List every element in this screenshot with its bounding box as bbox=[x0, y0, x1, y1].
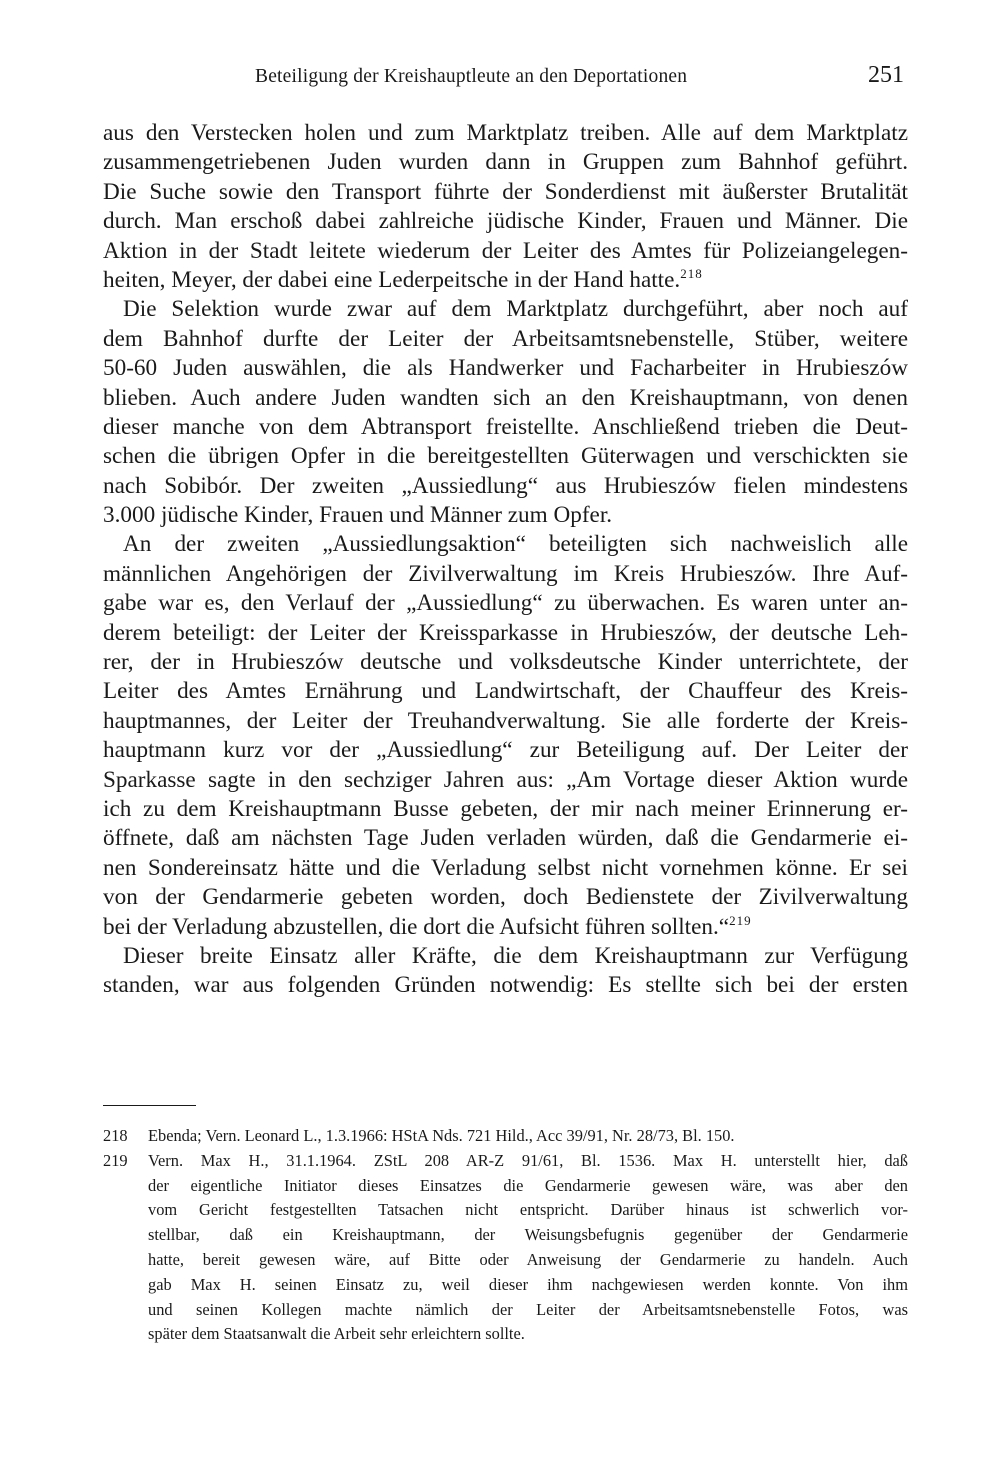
text-line: rer, der in Hrubieszów deutsche und volksdeutsche Kinder unterrichtete, der bbox=[103, 649, 908, 676]
text-line: blieben. Auch andere Juden wandten sich an den Kreishauptmann, von denen bbox=[103, 384, 908, 411]
text-line: dem Bahnhof durfte der Leiter der Arbeitsamtsnebenstelle, Stüber, weitere bbox=[103, 325, 908, 352]
footnote-text: gab Max H. seinen Einsatz zu, weil dieser ihm nachgewiesen werden konnte. Von ihm bbox=[148, 1274, 908, 1294]
footnote-text: Ebenda; Vern. Leonard L., 1.3.1966: HStA Nds. 721 Hild., Acc 39/91, Nr. 28/73, Bl. 150. bbox=[148, 1126, 735, 1145]
text-line: gabe war es, den Verlauf der „Aussiedlung“ zu überwachen. Es waren unter an- bbox=[103, 590, 908, 617]
footnote-218 bbox=[103, 1124, 908, 1149]
text-line: Sparkasse sagte in den sechziger Jahren aus: „Am Vortage dieser Aktion wurde bbox=[103, 766, 908, 793]
footnote-text: der eigentliche Initiator dieses Einsatzes die Gendarmerie gewesen wäre, was aber den bbox=[148, 1175, 908, 1195]
running-head: Beteiligung der Kreishauptleute an den Deportationen bbox=[255, 66, 688, 87]
text-line: An der zweiten „Aussiedlungsaktion“ beteiligten sich nachweislich alle bbox=[123, 531, 908, 558]
text-line: Leiter des Amtes Ernährung und Landwirtschaft, der Chauffeur des Kreis- bbox=[103, 678, 908, 705]
text-line: Dieser breite Einsatz aller Kräfte, die dem Kreishauptmann zur Verfügung bbox=[123, 942, 908, 969]
text-line: öffnete, daß am nächsten Tage Juden verladen würden, daß die Gendarmerie ei- bbox=[103, 825, 908, 852]
text-line: Aktion in der Stadt leitete wiederum der Leiter des Amtes für Polizeiangelegen- bbox=[103, 237, 908, 264]
footnote-text: und seinen Kollegen machte nämlich der Leiter der Arbeitsamtsnebenstelle Fotos, was bbox=[148, 1299, 908, 1319]
text-line: Die Selektion wurde zwar auf dem Marktplatz durchgeführt, aber noch auf bbox=[123, 296, 908, 323]
main-text bbox=[103, 119, 908, 1001]
footnote-text: Vern. Max H., 31.1.1964. ZStL 208 AR-Z 91/61, Bl. 1536. Max H. unterstellt hier, daß bbox=[148, 1150, 908, 1170]
footnote-219 bbox=[103, 1149, 908, 1174]
text-line: 3.000 jüdische Kinder, Frauen und Männer zum Opfer. bbox=[103, 502, 613, 529]
text-line: von der Gendarmerie gebeten worden, doch Bedienstete der Zivilverwaltung bbox=[103, 884, 908, 911]
text-line: Die Suche sowie den Transport führte der Sonderdienst mit äußerster Brutalität bbox=[103, 178, 908, 205]
footnote-number: 218 bbox=[103, 1126, 128, 1145]
text-line-content: heiten, Meyer, der dabei eine Lederpeitsche in der Hand hatte. bbox=[103, 266, 681, 293]
footnote-text: stellbar, daß ein Kreishauptmann, der Weisungsbefugnis gegenüber der Gendarmerie bbox=[148, 1225, 908, 1245]
footnote-text: später dem Staatsanwalt die Arbeit sehr erleichtern sollte. bbox=[148, 1324, 525, 1344]
text-line: hauptmannes, der Leiter der Treuhandverwaltung. Sie alle forderte der Kreis- bbox=[103, 707, 908, 734]
text-line-content: bei der Verladung abzustellen, die dort die Aufsicht führen sollten.“ bbox=[103, 913, 730, 940]
footnote-divider bbox=[103, 1105, 196, 1106]
footnote-ref-218[interactable]: 218 bbox=[680, 265, 703, 281]
footnotes bbox=[103, 1124, 908, 1347]
footnote-number: 219 bbox=[103, 1150, 128, 1170]
text-line bbox=[103, 266, 908, 295]
text-line: derem beteiligt: der Leiter der Kreissparkasse in Hrubieszów, der deutsche Leh- bbox=[103, 619, 908, 646]
text-line: hauptmann kurz vor der „Aussiedlung“ zur Beteiligung auf. Der Leiter der bbox=[103, 737, 908, 764]
text-line bbox=[103, 913, 908, 942]
text-line: durch. Man erschoß dabei zahlreiche jüdische Kinder, Frauen und Männer. Die bbox=[103, 208, 908, 235]
text-line: männlichen Angehörigen der Zivilverwaltung im Kreis Hrubieszów. Ihre Auf- bbox=[103, 560, 908, 587]
text-line: nen Sondereinsatz hätte und die Verladung selbst nicht vornehmen könne. Er sei bbox=[103, 854, 908, 881]
footnote-text: vom Gericht festgestellten Tatsachen nicht entspricht. Darüber hinaus ist schwerlich vor- bbox=[148, 1200, 908, 1220]
text-line: schen die übrigen Opfer in die bereitgestellten Güterwagen und verschickten sie bbox=[103, 443, 908, 470]
text-line: zusammengetriebenen Juden wurden dann in Gruppen zum Bahnhof geführt. bbox=[103, 149, 908, 176]
page-number: 251 bbox=[868, 62, 904, 88]
footnote-ref-219[interactable]: 219 bbox=[729, 912, 752, 928]
text-line: dieser manche von dem Abtransport freistellte. Anschließend trieben die Deut- bbox=[103, 413, 908, 440]
text-line: aus den Verstecken holen und zum Marktplatz treiben. Alle auf dem Marktplatz bbox=[103, 120, 908, 146]
text-line: ich zu dem Kreishauptmann Busse gebeten, der mir nach meiner Erinnerung er- bbox=[103, 795, 908, 822]
footnote-text: hatte, bereit gewesen wäre, auf Bitte oder Anweisung der Gendarmerie zu handeln. Auch bbox=[148, 1249, 908, 1269]
text-line: standen, war aus folgenden Gründen notwendig: Es stellte sich bei der ersten bbox=[103, 972, 908, 999]
text-line: nach Sobibór. Der zweiten „Aussiedlung“ aus Hrubieszów fielen mindestens bbox=[103, 472, 908, 499]
text-line: 50-60 Juden auswählen, die als Handwerker und Facharbeiter in Hrubieszów bbox=[103, 355, 908, 382]
